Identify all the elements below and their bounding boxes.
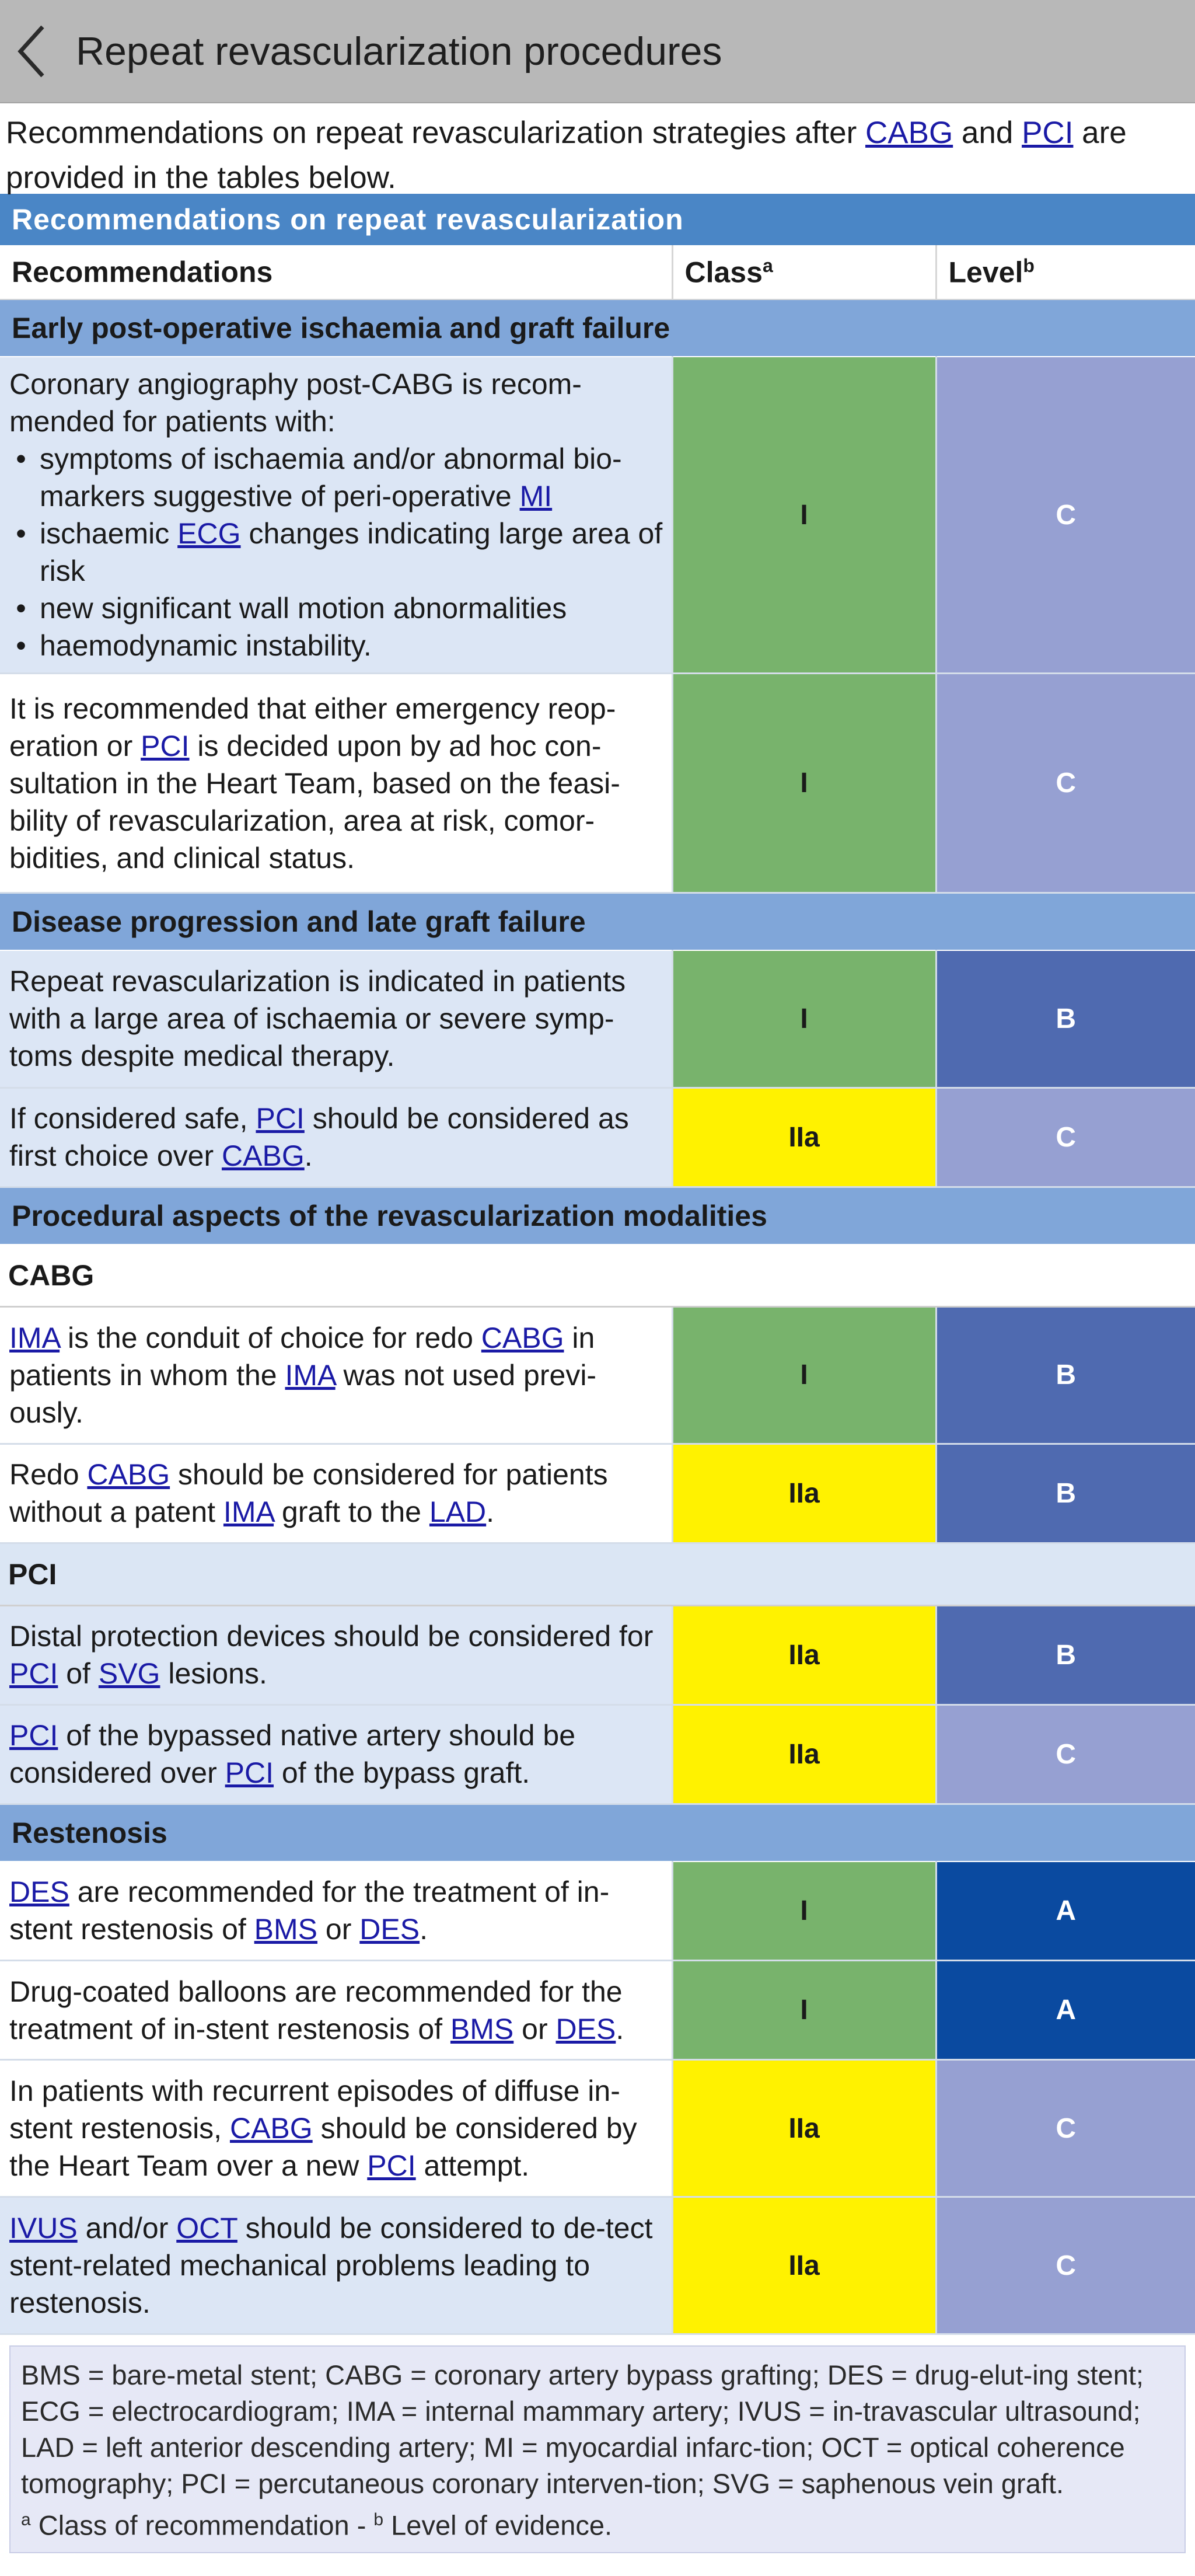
recommendation-text: In patients with recurrent episodes of diffuse in-stent restenosis, CABG should be considered by the Heart Team over a new PCI attempt.	[0, 2060, 672, 2197]
section-procedural-aspects: Procedural aspects of the revascularization modalities	[0, 1187, 1195, 1245]
col-header-class: Class$^a$	[672, 245, 936, 299]
table-header-row	[0, 245, 1195, 299]
col-header-recommendations: Recommendations	[0, 245, 672, 299]
recommendation-text: PCI of the bypassed native artery should be considered over PCI of the bypass graft.	[0, 1704, 672, 1804]
table-row	[0, 1444, 1195, 1543]
level-badge: B	[936, 1306, 1195, 1444]
list-item: • ischaemic ECG changes indicating large area of risk	[40, 515, 665, 590]
section-disease-progression: Disease progression and late graft failure	[0, 893, 1195, 951]
table-row	[0, 674, 1195, 893]
level-badge: C	[936, 1704, 1195, 1804]
link-cabg[interactable]: CABG	[222, 1139, 305, 1172]
link-pci[interactable]: PCI	[1022, 116, 1074, 150]
link-des[interactable]: DES	[9, 1876, 69, 1909]
link-oct[interactable]: OCT	[176, 2212, 237, 2244]
table-row	[0, 1087, 1195, 1187]
class-badge: I	[672, 950, 936, 1087]
link-mi[interactable]: MI	[519, 480, 553, 513]
recommendation-text: Drug-coated balloons are recommended for the treatment of in-stent restenosis of BMS or DES.	[0, 1961, 672, 2060]
subsection-cabg: CABG	[0, 1245, 1195, 1307]
recommendation-text: Distal protection devices should be considered for PCI of SVG lesions.	[0, 1605, 672, 1704]
app-header	[0, 0, 1195, 103]
level-badge: B	[936, 1605, 1195, 1704]
table-footnotes	[9, 2345, 1186, 2553]
link-bms[interactable]: BMS	[254, 1913, 318, 1946]
link-pci[interactable]: PCI	[141, 729, 190, 762]
table-row	[0, 1306, 1195, 1444]
link-cabg[interactable]: CABG	[865, 116, 953, 150]
recommendation-text: Redo CABG should be considered for patients without a patent IMA graft to the LAD.	[0, 1444, 672, 1543]
class-badge: I	[672, 1862, 936, 1961]
link-des[interactable]: DES	[359, 1913, 420, 1946]
link-cabg[interactable]: CABG	[87, 1458, 170, 1491]
intro-text: Recommendations on repeat revascularization strategies after CABG and PCI are provided in the tables below.	[6, 116, 1127, 195]
recommendation-text: IVUS and/or OCT should be considered to de-tect stent-related mechanical problems leading to restenosis.	[0, 2197, 672, 2334]
list-item: • haemodynamic instability.	[40, 627, 665, 664]
table-title: Recommendations on repeat revascularization	[0, 194, 1195, 245]
link-ivus[interactable]: IVUS	[9, 2212, 78, 2244]
table-row	[0, 1704, 1195, 1804]
class-badge: I	[672, 1961, 936, 2060]
level-badge: C	[936, 2060, 1195, 2197]
level-badge: B	[936, 1444, 1195, 1543]
level-badge: C	[936, 674, 1195, 893]
table-row	[0, 1961, 1195, 2060]
section-restenosis: Restenosis	[0, 1804, 1195, 1862]
recommendation-text: If considered safe, PCI should be considered as first choice over CABG.	[0, 1087, 672, 1187]
link-ecg[interactable]: ECG	[177, 517, 241, 550]
class-badge: IIa	[672, 1704, 936, 1804]
link-pci[interactable]: PCI	[9, 1657, 58, 1690]
link-bms[interactable]: BMS	[450, 2012, 514, 2045]
recommendation-text: DES are recommended for the treatment of in-stent restenosis of BMS or DES.	[0, 1862, 672, 1961]
link-pci[interactable]: PCI	[256, 1102, 305, 1135]
link-pci[interactable]: PCI	[9, 1719, 58, 1752]
class-badge: IIa	[672, 2197, 936, 2334]
subsection-pci: PCI	[0, 1543, 1195, 1605]
class-badge: IIa	[672, 2060, 936, 2197]
level-badge: A	[936, 1961, 1195, 2060]
table-row	[0, 1862, 1195, 1961]
link-des[interactable]: DES	[555, 2012, 616, 2045]
link-svg[interactable]: SVG	[98, 1657, 160, 1690]
recommendation-text: Repeat revascularization is indicated in patients with a large area of ischaemia or severe symp-toms despite medical therapy.	[0, 950, 672, 1087]
class-badge: I	[672, 357, 936, 674]
link-cabg[interactable]: CABG	[481, 1321, 564, 1354]
table-row	[0, 2060, 1195, 2197]
link-ima[interactable]: IMA	[223, 1496, 274, 1528]
class-badge: IIa	[672, 1087, 936, 1187]
table-row	[0, 950, 1195, 1087]
link-ima[interactable]: IMA	[285, 1358, 336, 1392]
recommendation-text: Coronary angiography post-CABG is recom-mended for patients with: • symptoms of ischaemia and/or abnormal bio-markers suggestive of peri-operative MI • ischaemic ECG changes indicating large area of risk • new significant wall motion abnormalities • haemodynamic instability.	[0, 357, 672, 674]
col-header-level: Level$^b$	[936, 245, 1195, 299]
footnote-legend: $^a$ Class of recommendation - $^b$ Level of evidence.	[21, 2509, 613, 2541]
link-pci[interactable]: PCI	[225, 1756, 274, 1789]
link-lad[interactable]: LAD	[429, 1496, 487, 1528]
level-badge: C	[936, 357, 1195, 674]
section-early-ischaemia: Early post-operative ischaemia and graft failure	[0, 299, 1195, 357]
recommendation-text: IMA is the conduit of choice for redo CABG in patients in whom the IMA was not used previ-ously.	[0, 1306, 672, 1444]
level-badge: B	[936, 950, 1195, 1087]
table-row	[0, 357, 1195, 674]
list-item: • symptoms of ischaemia and/or abnormal bio-markers suggestive of peri-operative MI	[40, 440, 665, 515]
link-cabg[interactable]: CABG	[229, 2112, 313, 2145]
chevron-left-icon	[15, 22, 50, 81]
link-pci[interactable]: PCI	[367, 2149, 416, 2182]
recommendation-text: It is recommended that either emergency reop-eration or PCI is decided upon by ad hoc con-sultation in the Heart Team, based on the feasi-bility of revascularization, area at risk, comor-bidities, and clinical status.	[0, 674, 672, 893]
abbreviations: BMS = bare-metal stent; CABG = coronary artery bypass grafting; DES = drug-elut-ing stent; ECG = electrocardiogram; IMA = internal mammary artery; IVUS = in-travascular ultrasound; LAD = left anterior descending artery; MI = myocardial infarc-tion; OCT = optical coherence tomography; PCI = percutaneous coronary interven-tion; SVG = saphenous vein graft.	[21, 2359, 1144, 2499]
level-badge: C	[936, 2197, 1195, 2334]
list-item: • new significant wall motion abnormalities	[40, 590, 665, 627]
back-button[interactable]	[0, 0, 64, 102]
level-badge: C	[936, 1087, 1195, 1187]
recommendations-table	[0, 194, 1195, 2335]
link-ima[interactable]: IMA	[9, 1321, 60, 1354]
level-badge: A	[936, 1862, 1195, 1961]
table-row	[0, 2197, 1195, 2334]
table-row	[0, 1605, 1195, 1704]
class-badge: I	[672, 1306, 936, 1444]
page-title: Repeat revascularization procedures	[76, 29, 722, 74]
class-badge: I	[672, 674, 936, 893]
class-badge: IIa	[672, 1444, 936, 1543]
class-badge: IIa	[672, 1605, 936, 1704]
